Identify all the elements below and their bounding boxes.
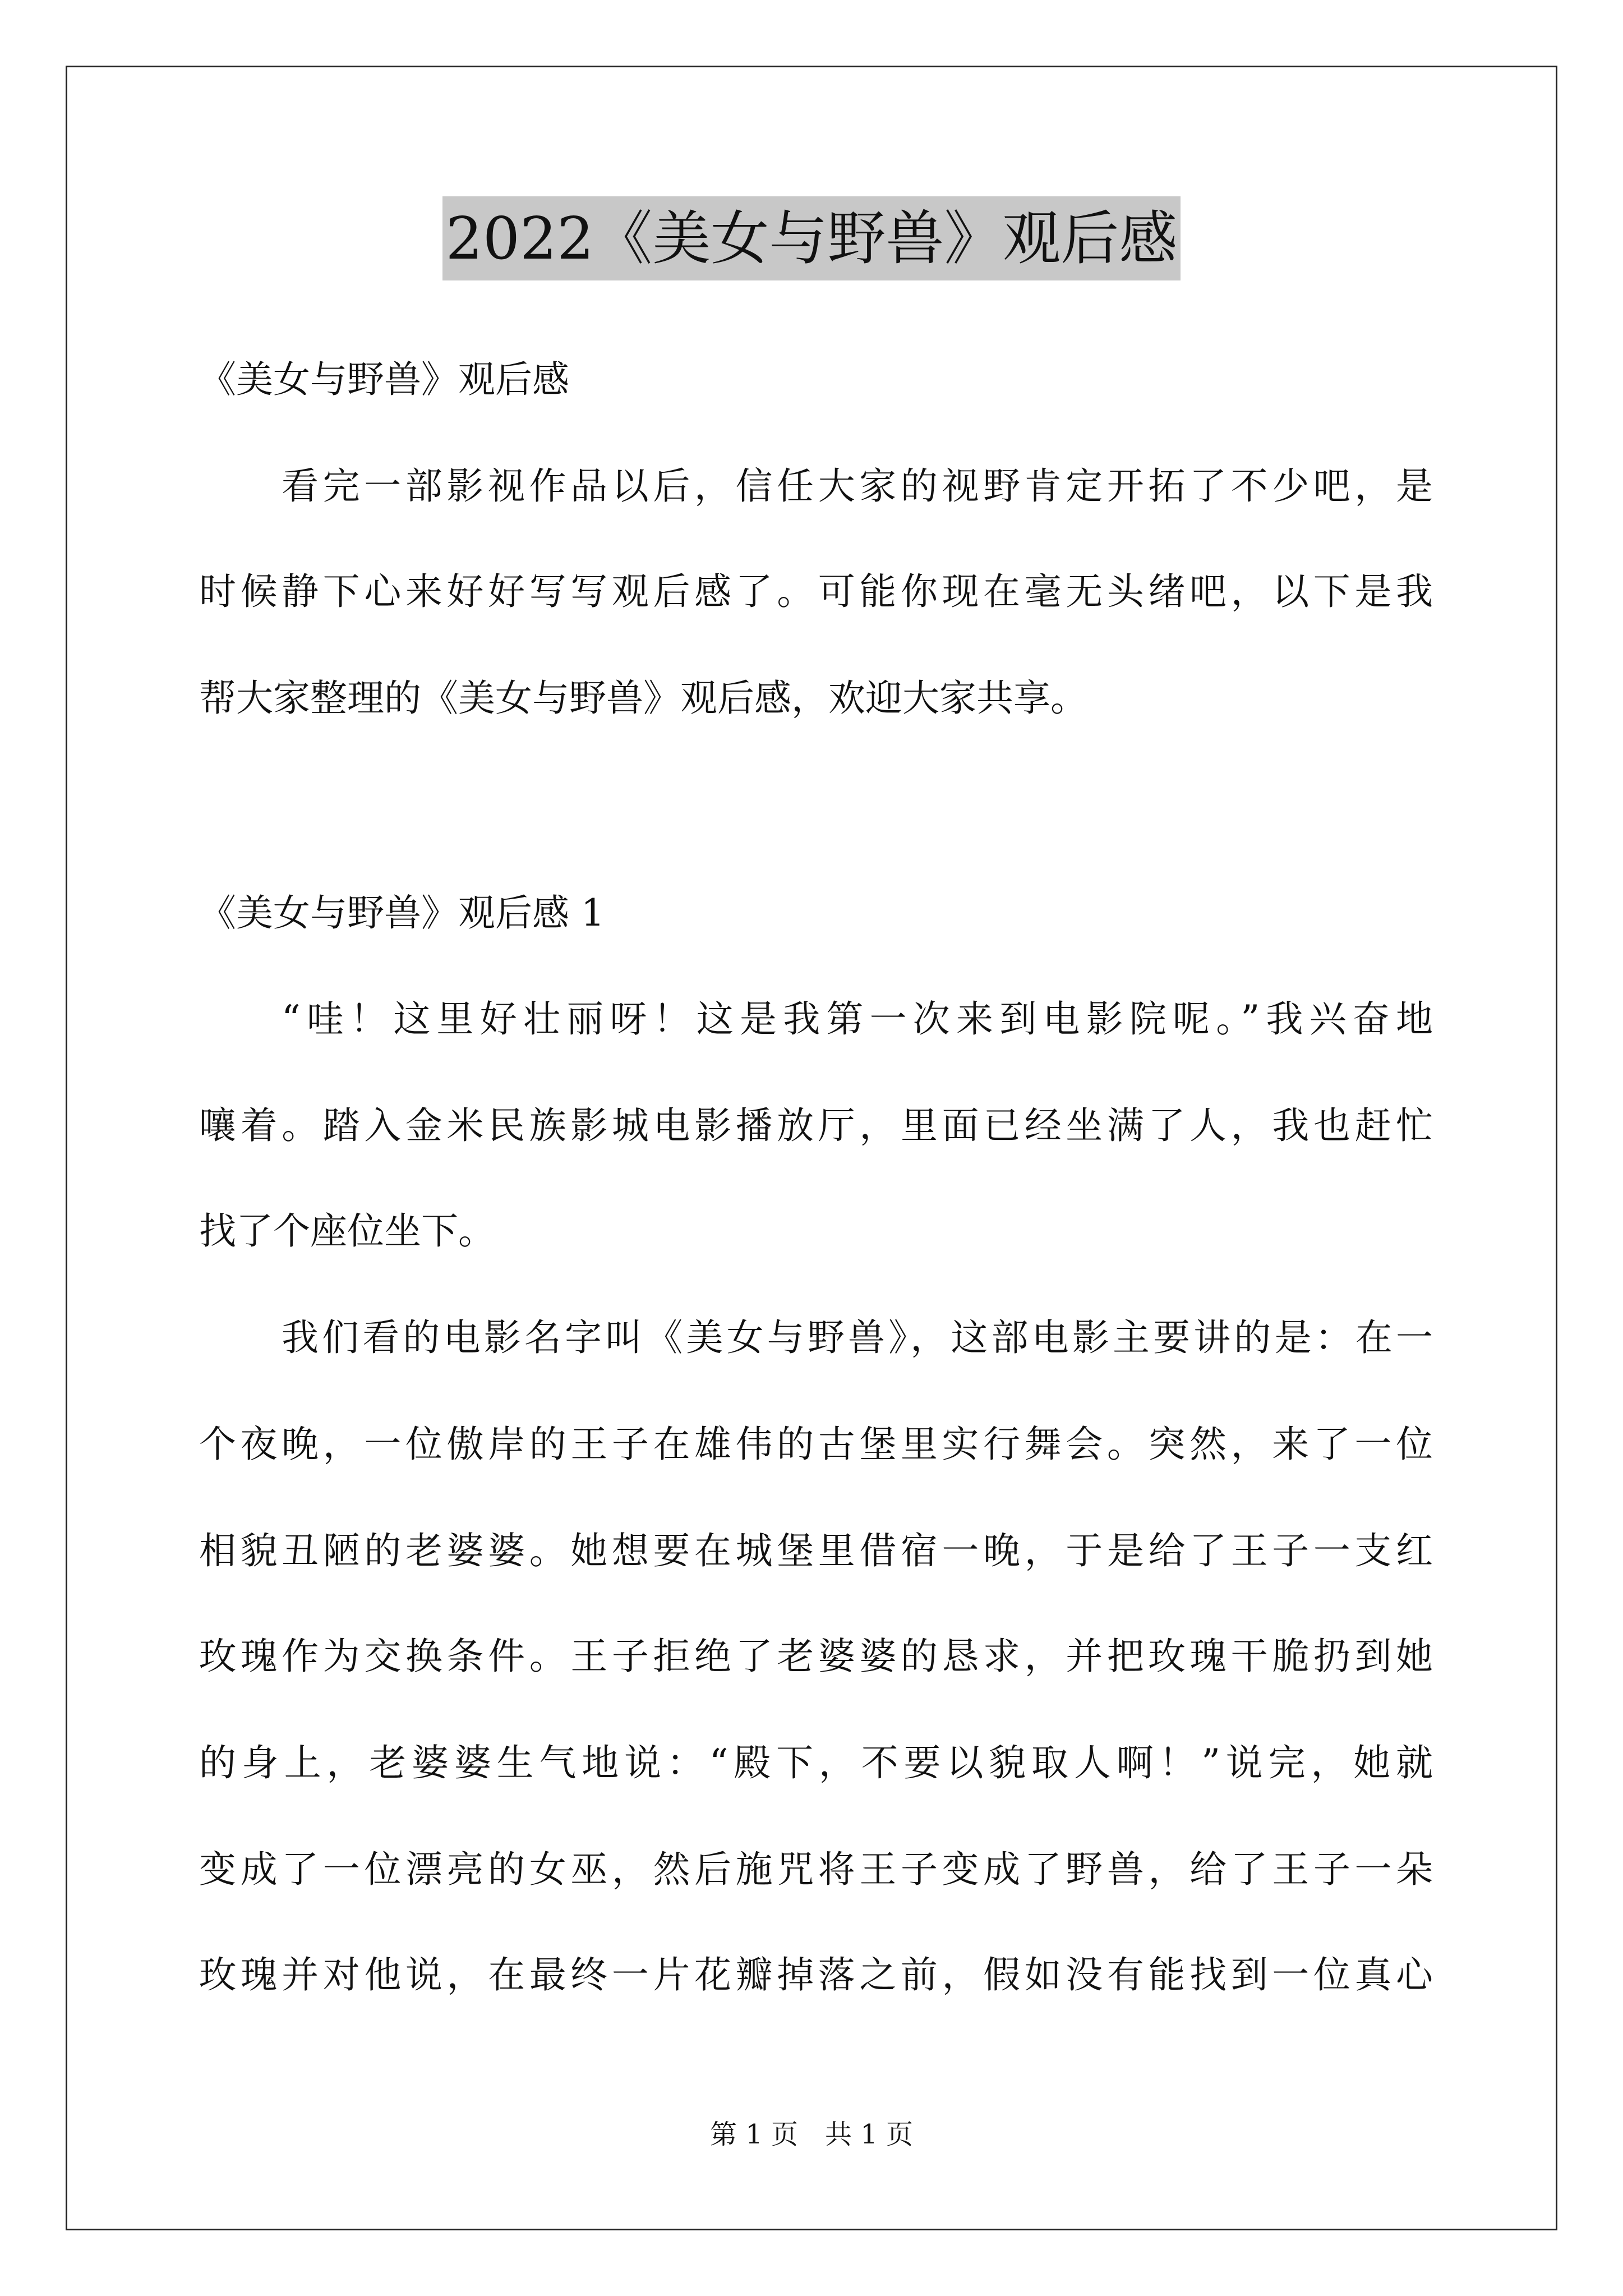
page-footer: 第 1 页 共 1 页 [709,2119,914,2150]
intro-line-2: 时候静下心来好好写写观后感了。可能你现在毫无头绪吧，以下是我 [199,570,1433,613]
para2-line-4: 玫瑰作为交换条件。王子拒绝了老婆婆的恳求，并把玫瑰干脆扔到她 [199,1635,1433,1678]
page-title: 2022《美女与野兽》观后感 [442,196,1181,280]
intro-line-3: 帮大家整理的《美女与野兽》观后感，欢迎大家共享。 [199,677,1087,720]
para1-line-1: “哇！这里好壮丽呀！这是我第一次来到电影院呢。”我兴奋地 [282,997,1433,1041]
para2-line-2: 个夜晚，一位傲岸的王子在雄伟的古堡里实行舞会。突然，来了一位 [199,1423,1433,1466]
para2-line-6: 变成了一位漂亮的女巫，然后施咒将王子变成了野兽，给了王子一朵 [199,1848,1433,1891]
para2-line-5: 的身上，老婆婆生气地说：“殿下，不要以貌取人啊！”说完，她就 [199,1741,1433,1784]
para2-line-3: 相貌丑陋的老婆婆。她想要在城堡里借宿一晚，于是给了王子一支红 [199,1529,1433,1572]
section-heading: 《美女与野兽》观后感 1 [199,891,605,935]
intro-line-1: 看完一部影视作品以后，信任大家的视野肯定开拓了不少吧，是 [282,464,1433,508]
para1-line-2: 嚷着。踏入金米民族影城电影播放厅，里面已经坐满了人，我也赶忙 [199,1104,1433,1147]
para2-line-1: 我们看的电影名字叫《美女与野兽》，这部电影主要讲的是：在一 [282,1316,1433,1359]
para1-line-3: 找了个座位坐下。 [199,1209,495,1253]
para2-line-7: 玫瑰并对他说，在最终一片花瓣掉落之前，假如没有能找到一位真心 [199,1953,1433,1996]
subtitle: 《美女与野兽》观后感 [199,358,569,401]
title-container [0,196,1623,280]
